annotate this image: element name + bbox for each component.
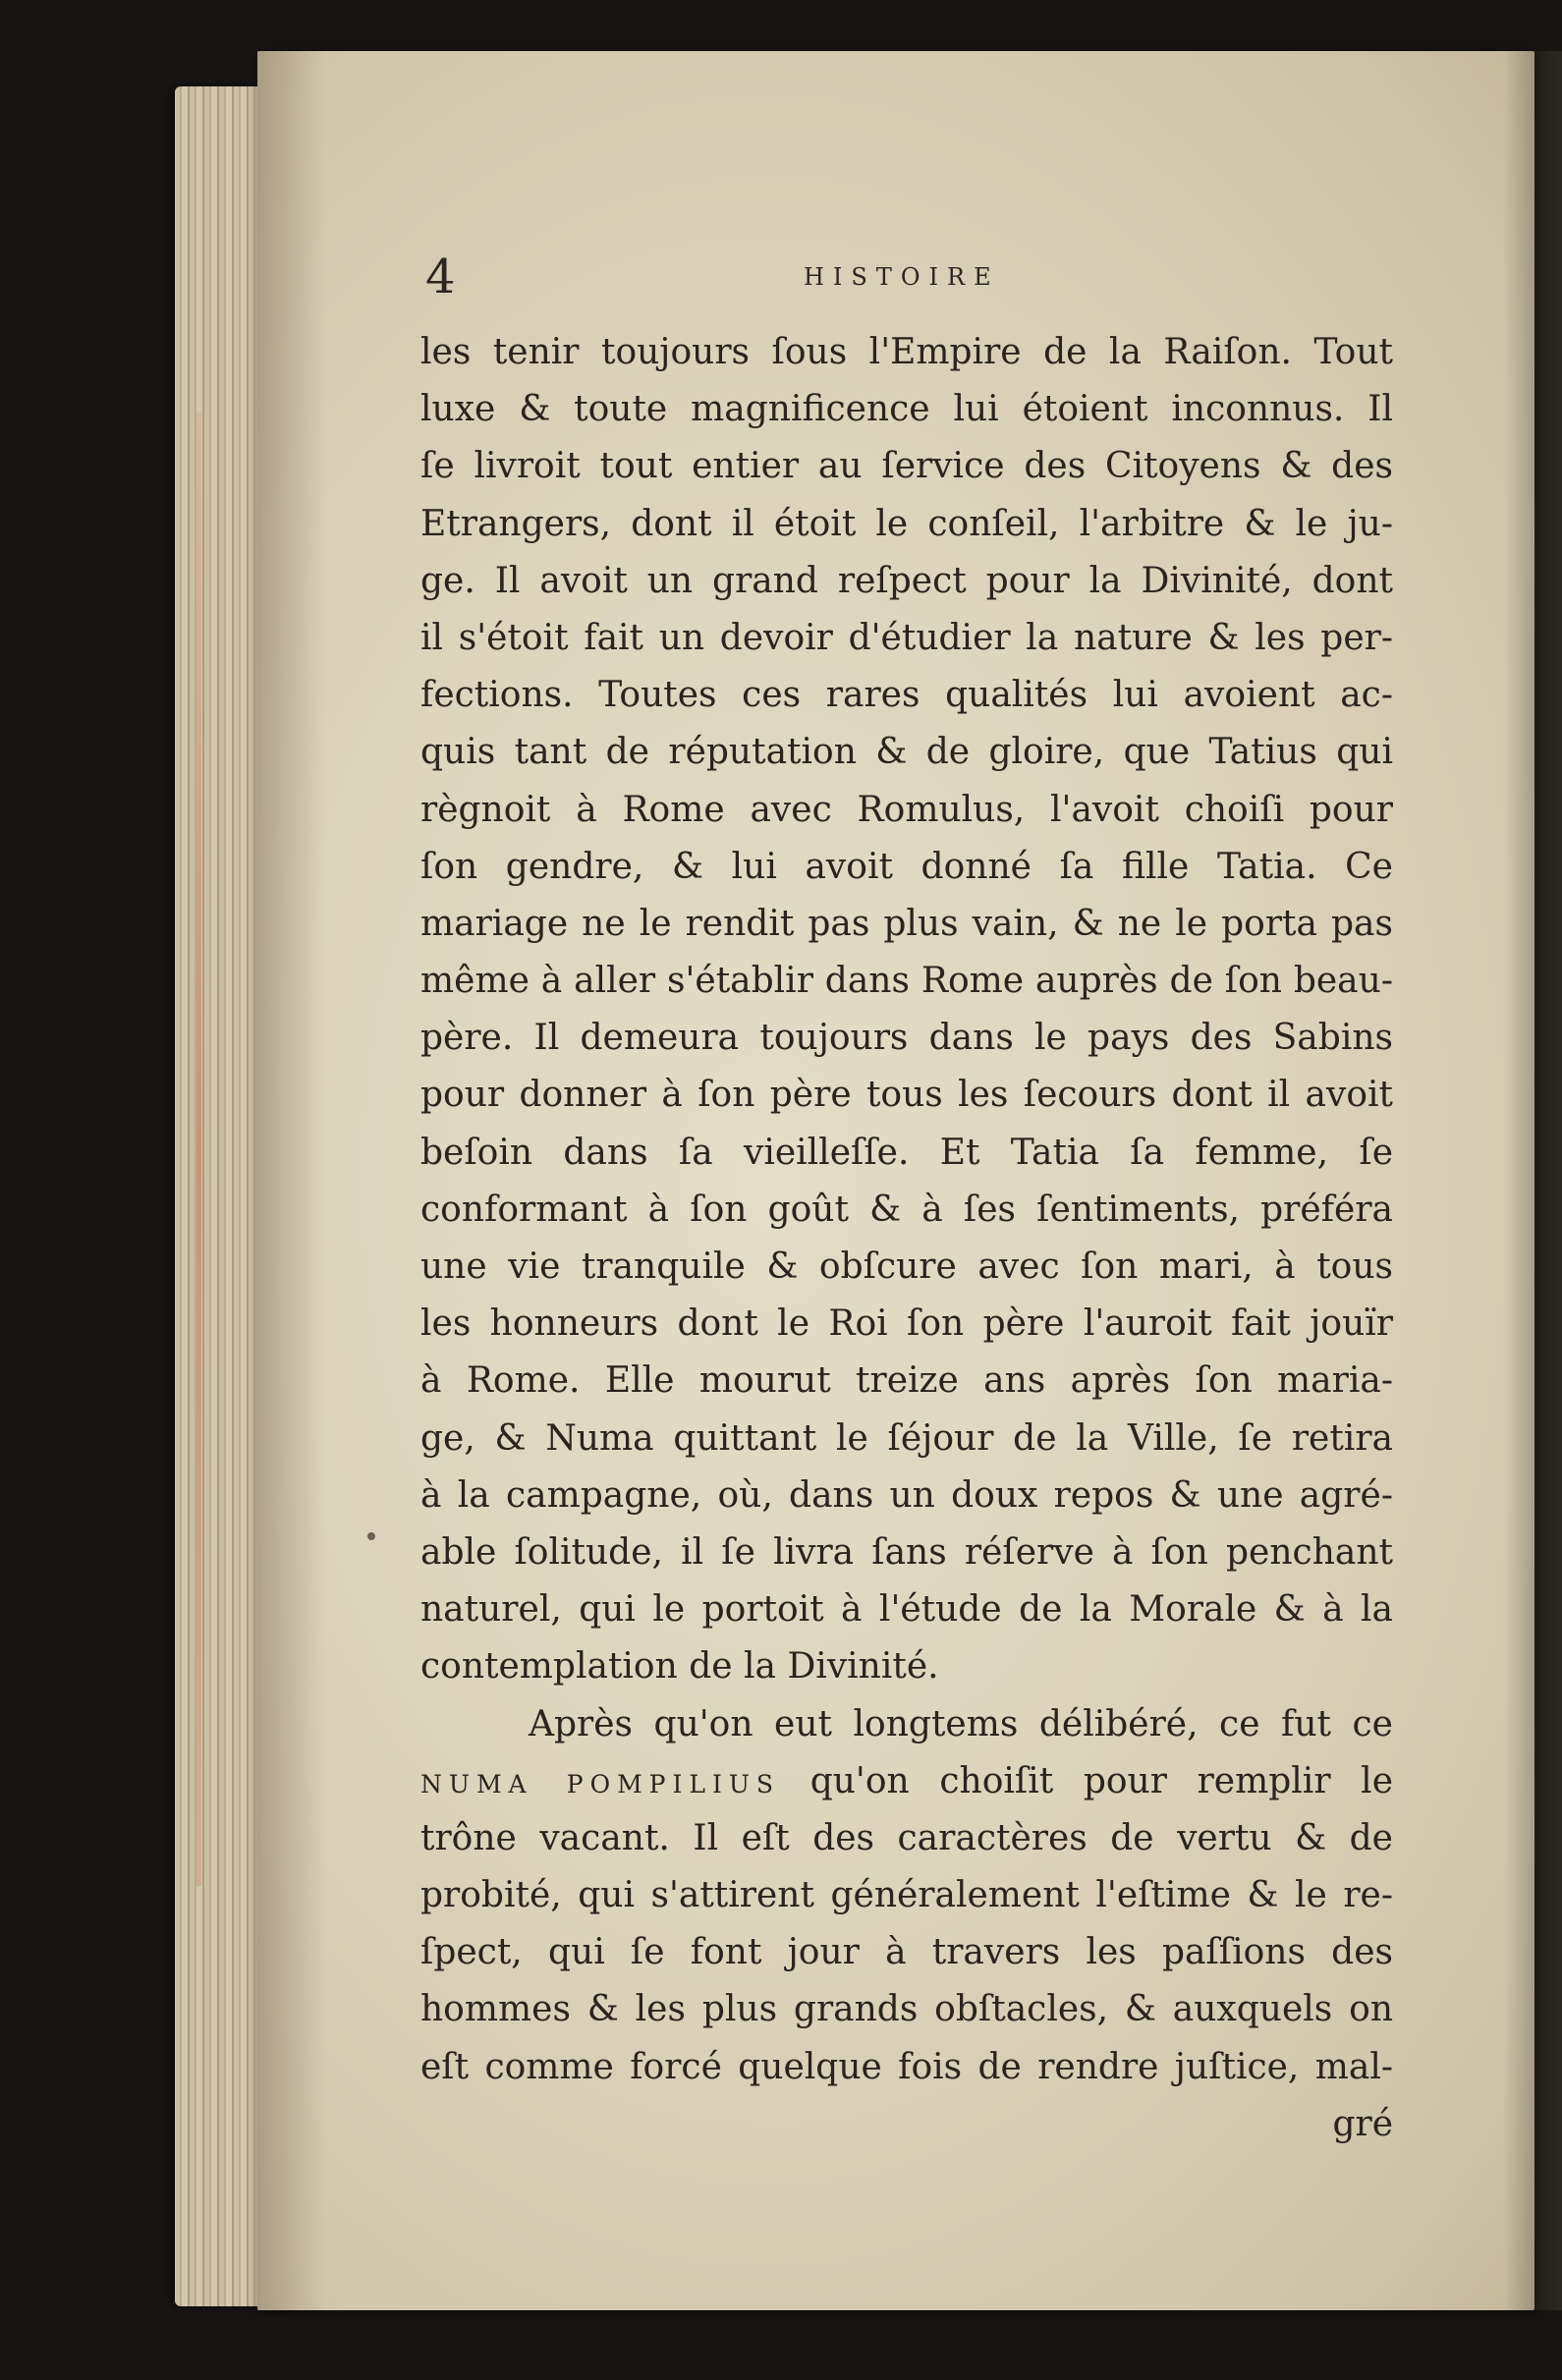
text-line: à la campagne, où, dans un doux repos & une agré- bbox=[420, 1474, 1393, 1516]
text-line: eſt comme forcé quelque fois de rendre juſtice, mal- bbox=[420, 2046, 1393, 2087]
text-line: même à aller s'établir dans Rome auprès de ſon beau- bbox=[420, 961, 1393, 1002]
text-line: règnoit à Rome avec Romulus, l'avoit choiſi pour bbox=[420, 789, 1393, 830]
text-line: ge. Il avoit un grand reſpect pour la Divinité, dont bbox=[420, 560, 1393, 601]
text-line: conformant à ſon goût & à ſes ſentiments, préféra bbox=[420, 1189, 1393, 1230]
text-line: beſoin dans ſa vieilleſſe. Et Tatia ſa femme, ſe bbox=[420, 1132, 1393, 1173]
text-line: hommes & les plus grands obſtacles, & auxquels on bbox=[420, 1989, 1393, 2030]
numa-pompilius-smallcaps: NUMA POMPILIUS bbox=[420, 1769, 781, 1799]
page-gutter-shadow bbox=[257, 51, 326, 2310]
text-line: naturel, qui le portoit à l'étude de la Morale & à la bbox=[420, 1589, 1393, 1631]
catchword: gré bbox=[1332, 2103, 1393, 2144]
text-line: ſpect, qui ſe font jour à travers les paſſions des bbox=[420, 1932, 1393, 1973]
text-line: les tenir toujours ſous l'Empire de la Raiſon. Tout bbox=[420, 332, 1393, 372]
text-line: ſe livroit tout entier au ſervice des Citoyens & des bbox=[420, 446, 1393, 487]
red-page-edge bbox=[196, 413, 201, 1886]
paragraph-start-line: Après qu'on eut longtems délibéré, ce fut ce bbox=[529, 1703, 1393, 1744]
name-line-rest: qu'on choiſit pour remplir le bbox=[809, 1760, 1393, 1801]
text-line: ſon gendre, & lui avoit donné ſa fille Tatia. Ce bbox=[420, 846, 1393, 887]
text-line: fections. Toutes ces rares qualités lui avoient ac- bbox=[420, 675, 1393, 716]
text-line: probité, qui s'attirent généralement l'eſtime & le re- bbox=[420, 1875, 1393, 1916]
page-header bbox=[425, 248, 1408, 306]
text-line: Etrangers, dont il étoit le conſeil, l'arbitre & le ju- bbox=[420, 503, 1393, 544]
text-line: une vie tranquile & obſcure avec ſon mari, à tous bbox=[420, 1246, 1393, 1287]
text-line: mariage ne le rendit pas plus vain, & ne le porta pas bbox=[420, 903, 1393, 944]
name-line bbox=[420, 1753, 1393, 1810]
text-line: able ſolitude, il ſe livra ſans réſerve à ſon penchant bbox=[420, 1531, 1393, 1573]
body-text bbox=[420, 324, 1393, 2153]
text-line: à Rome. Elle mourut treize ans après ſon maria- bbox=[420, 1360, 1393, 1402]
page-number: 4 bbox=[425, 249, 456, 304]
text-line: père. Il demeura toujours dans le pays des Sabins bbox=[420, 1018, 1393, 1059]
ink-spot bbox=[367, 1532, 375, 1540]
text-line: trône vacant. Il eſt des caractères de vertu & de bbox=[420, 1817, 1393, 1858]
text-line: ge, & Numa quittant le ſéjour de la Ville, ſe retira bbox=[420, 1417, 1393, 1459]
text-line: luxe & toute magnificence lui étoient inconnus. Il bbox=[420, 389, 1393, 430]
text-line: quis tant de réputation & de gloire, que Tatius qui bbox=[420, 732, 1393, 773]
paragraph-end-line: contemplation de la Divinité. bbox=[420, 1646, 939, 1688]
text-line: il s'étoit fait un devoir d'étudier la nature & les per- bbox=[420, 617, 1393, 658]
page-right-shadow bbox=[1503, 51, 1562, 2310]
text-line: les honneurs dont le Roi ſon père l'auroit fait jouïr bbox=[420, 1303, 1393, 1345]
running-head: HISTOIRE bbox=[804, 263, 1000, 291]
text-line: pour donner à ſon père tous les ſecours dont il avoit bbox=[420, 1075, 1393, 1116]
